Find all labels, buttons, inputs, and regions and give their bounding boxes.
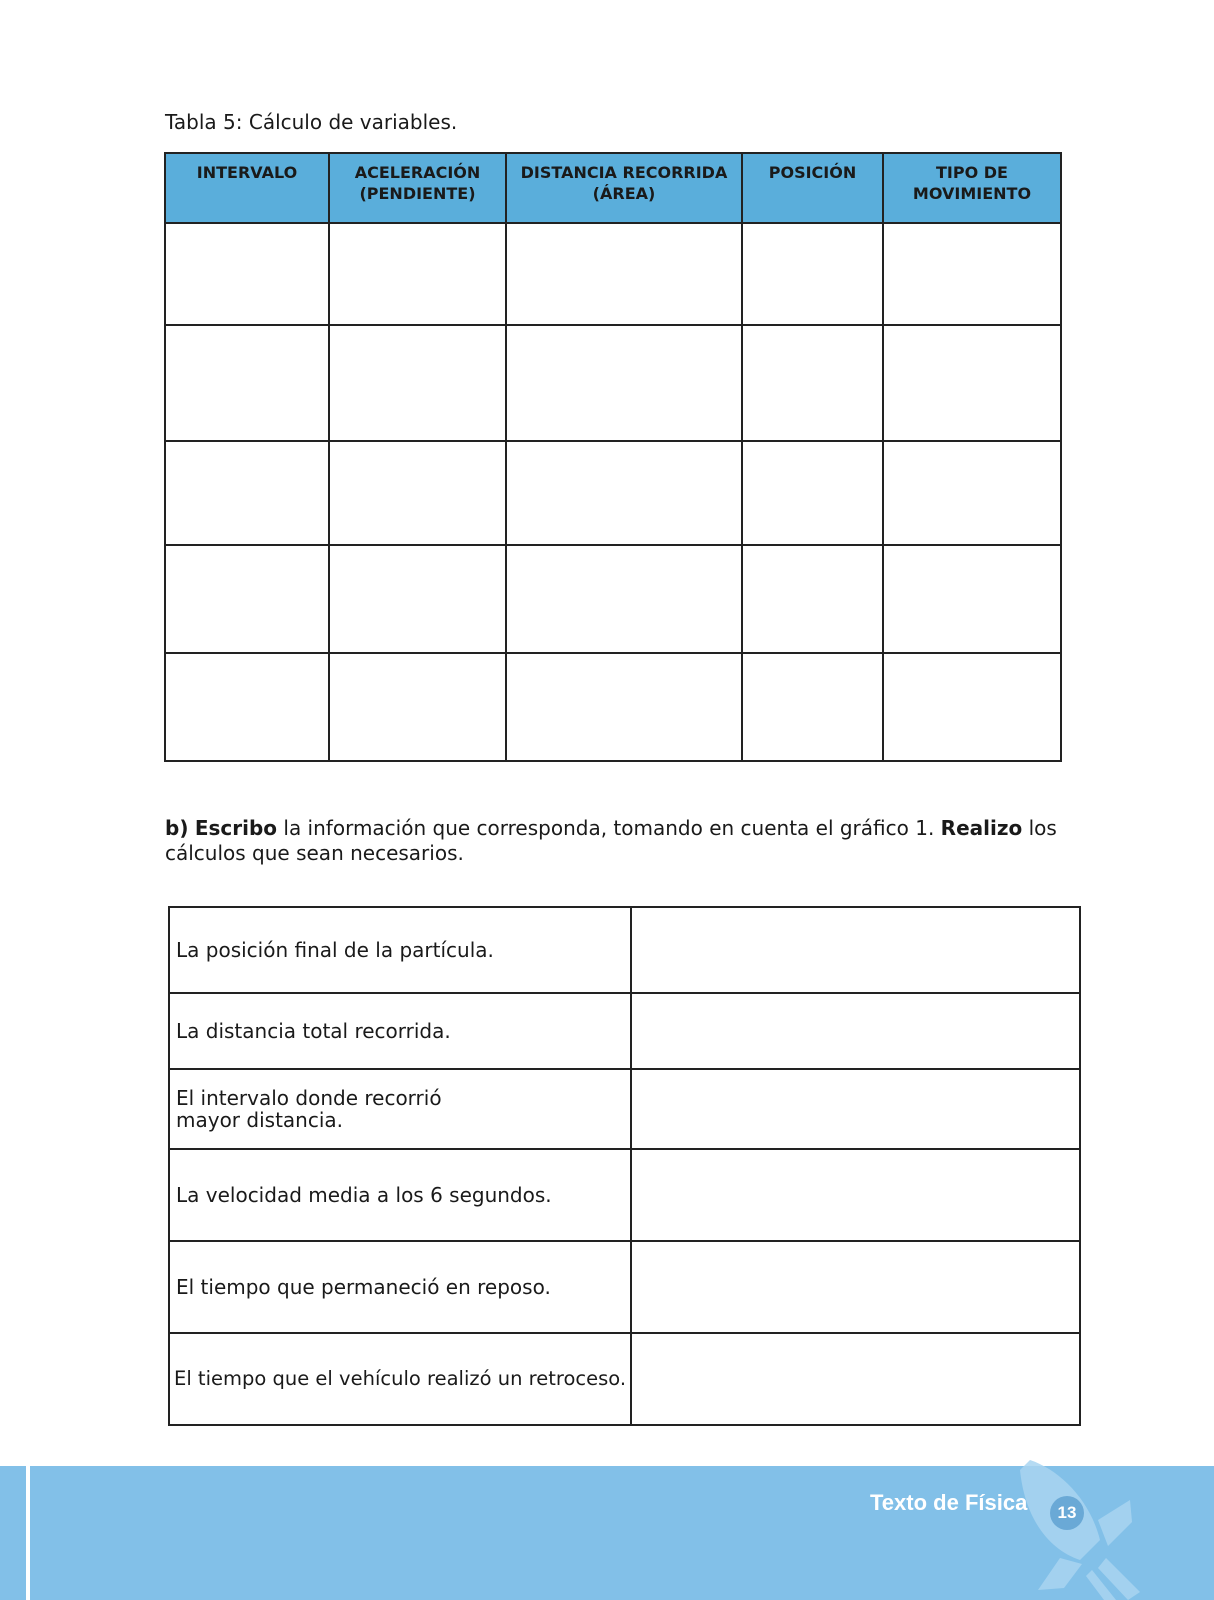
- table-cell[interactable]: [165, 653, 329, 761]
- table-cell[interactable]: [165, 545, 329, 653]
- instruction-text: [165, 816, 1105, 866]
- question-prompt: La velocidad media a los 6 segundos.: [169, 1149, 631, 1241]
- header-posicion: POSICIÓN: [742, 153, 883, 223]
- question-prompt: La posición final de la partícula.: [169, 907, 631, 993]
- table-cell[interactable]: [506, 325, 742, 441]
- answer-cell[interactable]: [631, 993, 1080, 1069]
- question-prompt: La distancia total recorrida.: [169, 993, 631, 1069]
- table-cell[interactable]: [329, 223, 506, 325]
- table-row: [165, 545, 1061, 653]
- answer-cell[interactable]: [631, 1149, 1080, 1241]
- footer-divider: [26, 1466, 30, 1600]
- question-prompt: El intervalo donde recorrió mayor distancia.: [169, 1069, 631, 1149]
- variables-table: [164, 152, 1062, 762]
- table-cell[interactable]: [329, 325, 506, 441]
- instruction-text-part2: los cálculos que sean necesarios.: [165, 816, 1057, 865]
- question-row: [169, 1333, 1080, 1425]
- table-cell[interactable]: [329, 545, 506, 653]
- table-row: [165, 223, 1061, 325]
- question-prompt: El tiempo que permaneció en reposo.: [169, 1241, 631, 1333]
- table-cell[interactable]: [506, 653, 742, 761]
- table-cell[interactable]: [742, 441, 883, 545]
- footer-book-title: Texto de Física: [870, 1490, 1028, 1515]
- table-row: [165, 653, 1061, 761]
- question-row: [169, 907, 1080, 993]
- instruction-verb-escribo: Escribo: [194, 816, 278, 840]
- table-cell[interactable]: [506, 441, 742, 545]
- header-intervalo: INTERVALO: [165, 153, 329, 223]
- question-row: [169, 1149, 1080, 1241]
- question-row: [169, 993, 1080, 1069]
- instruction-label: b): [165, 816, 189, 840]
- table-cell[interactable]: [165, 441, 329, 545]
- table-cell[interactable]: [165, 223, 329, 325]
- table-cell[interactable]: [883, 223, 1061, 325]
- question-row: [169, 1069, 1080, 1149]
- table-cell[interactable]: [742, 545, 883, 653]
- questions-table: [168, 906, 1081, 1426]
- page-number: 13: [1050, 1496, 1084, 1530]
- header-aceleracion: ACELERACIÓN (PENDIENTE): [329, 153, 506, 223]
- table-cell[interactable]: [165, 325, 329, 441]
- table-row: [165, 325, 1061, 441]
- table-cell[interactable]: [329, 441, 506, 545]
- table-caption: Tabla 5: Cálculo de variables.: [165, 110, 458, 134]
- header-tipo-movimiento: TIPO DE MOVIMIENTO: [883, 153, 1061, 223]
- answer-cell[interactable]: [631, 907, 1080, 993]
- question-prompt: El tiempo que el vehículo realizó un retroceso.: [169, 1333, 631, 1425]
- table-cell[interactable]: [883, 545, 1061, 653]
- table-cell[interactable]: [742, 653, 883, 761]
- table-cell[interactable]: [742, 223, 883, 325]
- question-row: [169, 1241, 1080, 1333]
- table-cell[interactable]: [883, 325, 1061, 441]
- header-distancia: DISTANCIA RECORRIDA (ÁREA): [506, 153, 742, 223]
- table-cell[interactable]: [506, 545, 742, 653]
- table-cell[interactable]: [506, 223, 742, 325]
- table-header-row: [165, 153, 1061, 223]
- table-cell[interactable]: [742, 325, 883, 441]
- instruction-text-part1: la información que corresponda, tomando en cuenta el gráfico 1.: [277, 816, 941, 840]
- table-cell[interactable]: [883, 653, 1061, 761]
- answer-cell[interactable]: [631, 1333, 1080, 1425]
- answer-cell[interactable]: [631, 1241, 1080, 1333]
- rocket-icon: [1020, 1460, 1150, 1600]
- table-cell[interactable]: [883, 441, 1061, 545]
- table-row: [165, 441, 1061, 545]
- instruction-verb-realizo: Realizo: [940, 816, 1023, 840]
- answer-cell[interactable]: [631, 1069, 1080, 1149]
- table-cell[interactable]: [329, 653, 506, 761]
